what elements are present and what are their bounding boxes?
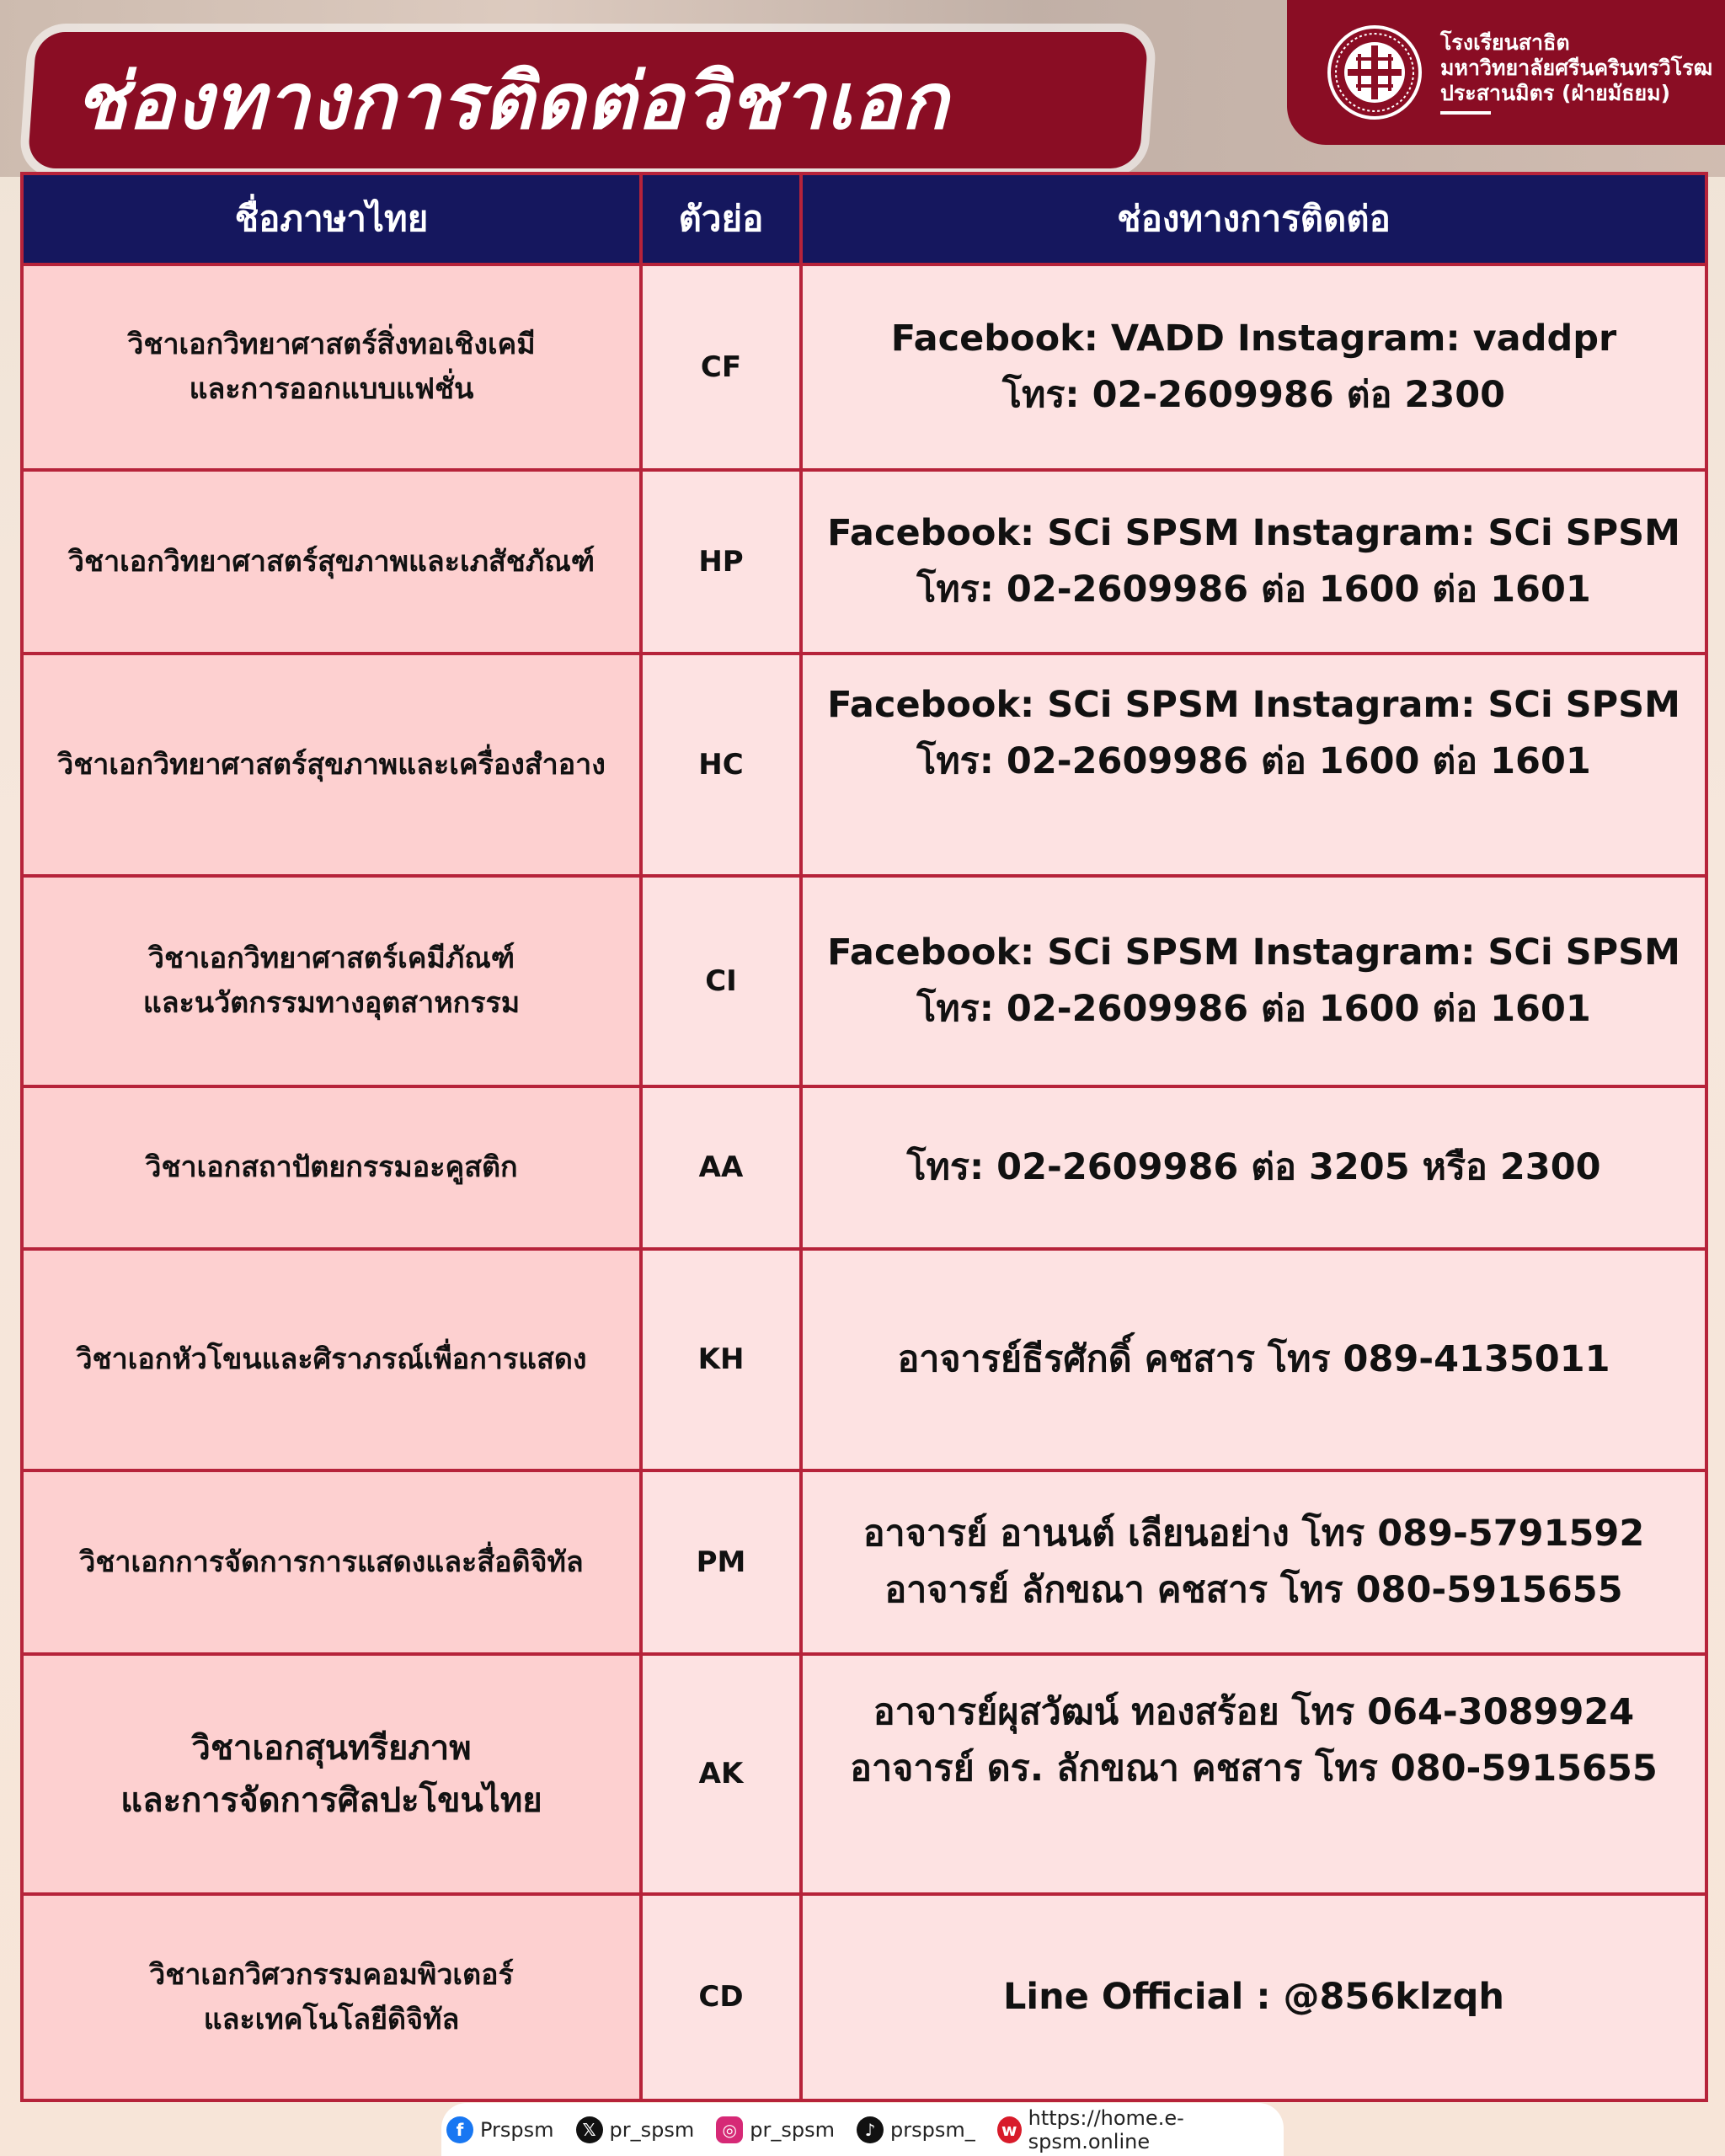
website-url: https://home.e-spsm.online — [1028, 2105, 1184, 2153]
row-contact: Facebook: SCi SPSM Instagram: SCi SPSM โทร: 02-2609986 ต่อ 1600 ต่อ 1601 — [801, 876, 1706, 1086]
row-thai-name: วิชาเอกหัวโขนและศิราภรณ์เพื่อการแสดง — [22, 1249, 641, 1470]
instagram-handle: pr_spsm — [750, 2117, 836, 2142]
table-header-row — [22, 173, 1706, 264]
table-row — [22, 1249, 1706, 1470]
row-abbreviation: CI — [641, 876, 801, 1086]
tiktok-icon: ♪ — [857, 2116, 884, 2143]
page-title: ช่องทางการติดต่อวิชาเอก — [74, 56, 949, 147]
row-contact: อาจารย์ อานนต์ เลียนอย่าง โทร 089-5791592 อาจารย์ ลักขณา คชสาร โทร 080-5915655 — [801, 1470, 1706, 1654]
row-contact: Facebook: SCi SPSM Instagram: SCi SPSM โทร: 02-2609986 ต่อ 1600 ต่อ 1601 — [801, 470, 1706, 654]
x-icon: 𝕏 — [576, 2116, 603, 2143]
table-row — [22, 470, 1706, 654]
row-contact: อาจารย์ผุสวัฒน์ ทองสร้อย โทร 064-3089924 อาจารย์ ดร. ลักขณา คชสาร โทร 080-5915655 — [801, 1654, 1706, 1894]
header-thai-name: ชื่อภาษาไทย — [22, 173, 641, 264]
row-thai-name: วิชาเอกวิทยาศาสตร์สิ่งทอเชิงเคมี และการออกแบบแฟชั่น — [22, 264, 641, 470]
website-icon: w — [997, 2116, 1022, 2143]
row-thai-name: วิชาเอกวิทยาศาสตร์เคมีภัณฑ์ และนวัตกรรมทางอุตสาหกรรม — [22, 876, 641, 1086]
row-contact: Facebook: VADD Instagram: vaddpr โทร: 02-2609986 ต่อ 2300 — [801, 264, 1706, 470]
header-abbreviation: ตัวย่อ — [641, 173, 801, 264]
row-abbreviation: HC — [641, 654, 801, 876]
row-contact: โทร: 02-2609986 ต่อ 3205 หรือ 2300 — [801, 1086, 1706, 1249]
x-link[interactable] — [576, 2116, 695, 2143]
row-thai-name: วิชาเอกวิศวกรรมคอมพิวเตอร์ และเทคโนโลยีดิจิทัล — [22, 1894, 641, 2100]
table-row — [22, 1894, 1706, 2100]
instagram-link[interactable] — [716, 2116, 835, 2143]
school-seal-icon — [1326, 24, 1423, 121]
row-abbreviation: PM — [641, 1470, 801, 1654]
contact-table — [20, 172, 1708, 2102]
row-thai-name: วิชาเอกสถาปัตยกรรมอะคูสติก — [22, 1086, 641, 1249]
row-abbreviation: CF — [641, 264, 801, 470]
row-thai-name: วิชาเอกสุนทรียภาพ และการจัดการศิลปะโขนไทย — [22, 1654, 641, 1894]
table-row — [22, 654, 1706, 876]
school-logo-block — [1287, 0, 1725, 145]
row-abbreviation: HP — [641, 470, 801, 654]
row-abbreviation: AA — [641, 1086, 801, 1249]
row-abbreviation: CD — [641, 1894, 801, 2100]
table-row — [22, 1654, 1706, 1894]
x-handle: pr_spsm — [609, 2117, 695, 2142]
table-row — [22, 264, 1706, 470]
row-contact: อาจารย์ธีรศักดิ์ คชสาร โทร 089-4135011 — [801, 1249, 1706, 1470]
logo-underline — [1440, 111, 1491, 115]
facebook-icon: f — [446, 2116, 473, 2143]
row-thai-name: วิชาเอกการจัดการการแสดงและสื่อดิจิทัล — [22, 1470, 641, 1654]
row-thai-name: วิชาเอกวิทยาศาสตร์สุขภาพและเภสัชภัณฑ์ — [22, 470, 641, 654]
tiktok-link[interactable] — [857, 2116, 975, 2143]
logo-text-line2: มหาวิทยาลัยศรีนครินทรวิโรฒ — [1440, 56, 1713, 80]
logo-text-line1: โรงเรียนสาธิต — [1440, 30, 1570, 55]
table-row — [22, 1086, 1706, 1249]
instagram-icon: ◎ — [716, 2116, 743, 2143]
facebook-handle: Prspsm — [480, 2117, 554, 2142]
table-row — [22, 1470, 1706, 1654]
row-abbreviation: KH — [641, 1249, 801, 1470]
title-banner — [27, 32, 1148, 168]
row-abbreviation: AK — [641, 1654, 801, 1894]
tiktok-handle: prspsm_ — [890, 2117, 975, 2142]
website-link[interactable] — [997, 2106, 1279, 2153]
row-contact: Line Official : @856klzqh — [801, 1894, 1706, 2100]
header-contact-channel: ช่องทางการติดต่อ — [801, 173, 1706, 264]
row-contact: Facebook: SCi SPSM Instagram: SCi SPSM โทร: 02-2609986 ต่อ 1600 ต่อ 1601 — [801, 654, 1706, 876]
table-row — [22, 876, 1706, 1086]
logo-text-line3: ประสานมิตร (ฝ่ายมัธยม) — [1440, 81, 1671, 105]
facebook-link[interactable] — [446, 2116, 554, 2143]
row-thai-name: วิชาเอกวิทยาศาสตร์สุขภาพและเครื่องสำอาง — [22, 654, 641, 876]
social-footer — [441, 2103, 1284, 2156]
